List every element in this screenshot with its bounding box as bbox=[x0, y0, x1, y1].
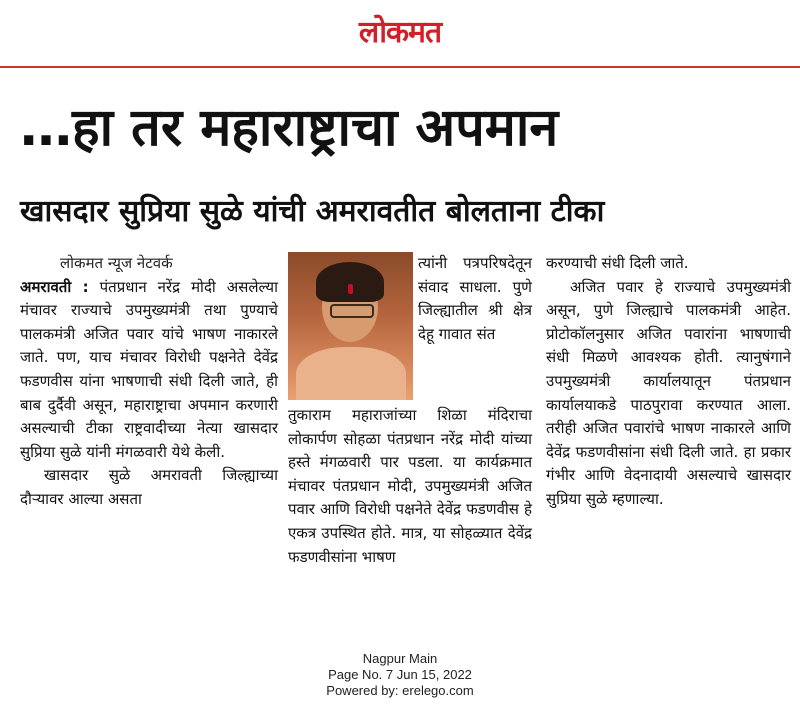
paragraph-3: तुकाराम महाराजांच्या शिळा मंदिराचा लोकार्पण सोहळा पंतप्रधान नरेंद्र मोदी यांच्या हस्ते मंगळवारी पार पडला. या कार्यक्रमात मंचावर पंतप्रधान मोदी, उपमुख्यमंत्री अजित पवार आणि विरोधी पक्षनेते देवेंद्र फडणवीस हे एकत्र उपस्थित होते. मात्र, या सोहळ्यात देवेंद्र फडणवीसांना भाषण bbox=[288, 406, 532, 566]
page-footer bbox=[0, 651, 800, 699]
paragraph-1 bbox=[20, 276, 278, 465]
byline: लोकमत न्यूज नेटवर्क bbox=[60, 254, 173, 272]
paragraph-4: करण्याची संधी दिली जाते. bbox=[546, 254, 689, 272]
powered-by-label: Powered by: erelego.com bbox=[326, 683, 474, 698]
article-column-3 bbox=[546, 252, 791, 512]
article-column-2 bbox=[288, 252, 532, 569]
masthead-divider bbox=[0, 66, 800, 68]
photo-body-shape bbox=[296, 347, 406, 400]
masthead bbox=[0, 8, 800, 58]
article-column-1 bbox=[20, 252, 278, 512]
photo-bindi-shape bbox=[348, 284, 353, 294]
photo-glasses-shape bbox=[330, 304, 374, 318]
photo-block bbox=[288, 252, 532, 402]
paragraph-2: खासदार सुळे अमरावती जिल्ह्याच्या दौऱ्यावर आल्या असता bbox=[20, 466, 278, 508]
dateline-place: अमरावती : bbox=[20, 277, 89, 296]
photo-hair-shape bbox=[316, 262, 384, 302]
text-beside-photo: त्यांनी पत्रपरिषदेतून संवाद साधला. पुणे जिल्ह्यातील श्री क्षेत्र देहू गावात संत bbox=[418, 254, 532, 343]
headline: …हा तर महाराष्ट्राचा अपमान bbox=[20, 98, 559, 158]
edition-label: Nagpur Main bbox=[362, 651, 438, 666]
paragraph-1-text: पंतप्रधान नरेंद्र मोदी असलेल्या मंचावर राज्याचे उपमुख्यमंत्री तथा पुण्याचे पालकमंत्री अजित पवार यांचे भाषण नाकारले जाते. पण, याच मंचावर विरोधी पक्षनेते देवेंद्र फडणवीस यांना भाषणाची संधी दिली जाते, ही बाब दुर्दैवी असून, महाराष्ट्राचा अपमान करणारी असल्याची टीका राष्ट्रवादीच्या नेत्या खासदार सुप्रिया सुळे यांनी मंगळवारी येथे केली. bbox=[20, 277, 278, 461]
paragraph-5: अजित पवार हे राज्याचे उपमुख्यमंत्री असून, पुणे जिल्ह्याचे पालकमंत्री आहेत. प्रोटोकॉलनुसार अजित पवारांना भाषणाची संधी मिळणे आवश्यक होती. त्यानुषंगाने उपमुख्यमंत्री कार्यालयातून पंतप्रधान कार्यालयाकडे पाठपुरावा करण्यात आला. तरीही अजित पवारांचे भाषण नाकारले आणि देवेंद्र फडणवीसांना संधी दिली जाते. हा प्रकार गंभीर आणि वेदनादायी असल्याचे खासदार सुप्रिया सुळे म्हणाल्या. bbox=[546, 277, 791, 508]
subheadline: खासदार सुप्रिया सुळे यांची अमरावतीत बोलताना टीका bbox=[20, 194, 605, 229]
page-date-label: Page No. 7 Jun 15, 2022 bbox=[328, 667, 472, 682]
lokmat-logo: लोकमत bbox=[358, 15, 442, 50]
supriya-sule-photo bbox=[288, 252, 413, 400]
